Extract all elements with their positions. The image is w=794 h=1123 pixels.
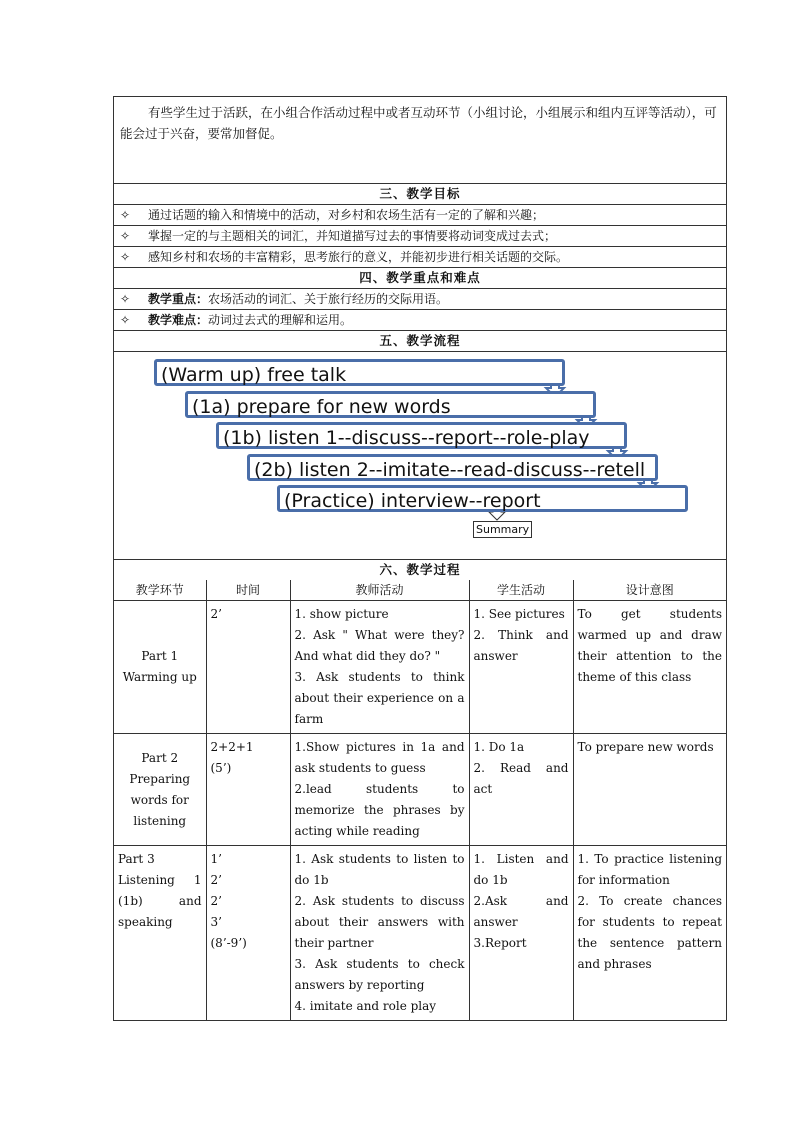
time-cell: 2+2+1 (5’) bbox=[206, 734, 290, 846]
summary-box: Summary bbox=[473, 521, 532, 538]
key-point-label: 教学重点： bbox=[148, 292, 209, 306]
section5-title: 五、教学流程 bbox=[114, 330, 726, 351]
lesson-plan-table bbox=[113, 96, 727, 1021]
column-header: 设计意图 bbox=[573, 580, 726, 601]
objective-item: ✧ 通过话题的输入和情境中的活动，对乡村和农场生活有一定的了解和兴趣； bbox=[114, 204, 726, 225]
objective-item: ✧ 掌握一定的与主题相关的词汇，并知道描写过去的事情要将动词变成过去式； bbox=[114, 225, 726, 246]
time-cell: 1’ 2’ 2’ 3’ (8’-9’) bbox=[206, 846, 290, 1021]
stage-cell: Part 1 Warming up bbox=[114, 601, 206, 734]
design-purpose-cell: To get students warmed up and draw their attention to the theme of this class bbox=[573, 601, 726, 734]
objective-item: ✧ 感知乡村和农场的丰富精彩，思考旅行的意义，并能初步进行相关话题的交际。 bbox=[114, 246, 726, 267]
diamond-bullet-icon: ✧ bbox=[120, 292, 131, 306]
teacher-activity-cell: 1. show picture 2. Ask " What were they? And what did they do? " 3. Ask students to think about their experience on a farm bbox=[290, 601, 469, 734]
column-header: 时间 bbox=[206, 580, 290, 601]
flow-step-warm-up: (Warm up) free talk bbox=[154, 359, 565, 386]
diamond-bullet-icon: ✧ bbox=[120, 250, 131, 264]
flow-step-practice: (Practice) interview--report bbox=[277, 485, 688, 512]
section4-title: 四、教学重点和难点 bbox=[114, 267, 726, 288]
intro-paragraph: 有些学生过于活跃，在小组合作活动过程中或者互动环节（小组讨论，小组展示和组内互评等活动），可能会过于兴奋，要常加督促。 bbox=[120, 105, 717, 141]
table-row bbox=[114, 601, 726, 734]
diamond-bullet-icon: ✧ bbox=[120, 313, 131, 327]
key-point-item: ✧ 教学重点：农场活动的词汇、关于旅行经历的交际用语。 bbox=[114, 288, 726, 309]
difficulty-label: 教学难点： bbox=[148, 313, 209, 327]
student-activity-cell: 1. Listen and do 1b 2.Ask and answer 3.Report bbox=[469, 846, 573, 1021]
diamond-bullet-icon: ✧ bbox=[120, 208, 131, 222]
teacher-activity-cell: 1.Show pictures in 1a and ask students to guess 2.lead students to memorize the phrases by acting while reading bbox=[290, 734, 469, 846]
column-header: 教学环节 bbox=[114, 580, 206, 601]
table-row bbox=[114, 846, 726, 1021]
table-row bbox=[114, 734, 726, 846]
time-cell: 2’ bbox=[206, 601, 290, 734]
flow-step-1b: (1b) listen 1--discuss--report--role-play bbox=[216, 422, 627, 449]
flow-step-1a: (1a) prepare for new words bbox=[185, 391, 596, 418]
flow-step-2b: (2b) listen 2--imitate--read-discuss--retell bbox=[247, 454, 658, 481]
teacher-activity-cell: 1. Ask students to listen to do 1b 2. Ask students to discuss about their answers with their partner 3. Ask students to check answers by reporting 4. imitate and role play bbox=[290, 846, 469, 1021]
student-activity-cell: 1. Do 1a 2. Read and act bbox=[469, 734, 573, 846]
column-header: 教师活动 bbox=[290, 580, 469, 601]
section6-title: 六、教学过程 bbox=[114, 559, 726, 580]
teaching-flow-diagram bbox=[114, 351, 726, 559]
process-header-row bbox=[114, 580, 726, 601]
diamond-bullet-icon: ✧ bbox=[120, 229, 131, 243]
process-table bbox=[114, 580, 726, 1020]
difficulty-item: ✧ 教学难点：动词过去式的理解和运用。 bbox=[114, 309, 726, 330]
column-header: 学生活动 bbox=[469, 580, 573, 601]
student-activity-cell: 1. See pictures 2. Think and answer bbox=[469, 601, 573, 734]
design-purpose-cell: 1. To practice listening for information 2. To create chances for students to repeat the sentence pattern and phrases bbox=[573, 846, 726, 1021]
design-purpose-cell: To prepare new words bbox=[573, 734, 726, 846]
stage-cell: Part 3 Listening 1 (1b) and speaking bbox=[114, 846, 206, 1021]
section3-title: 三、教学目标 bbox=[114, 183, 726, 204]
stage-cell: Part 2 Preparing words for listening bbox=[114, 734, 206, 846]
